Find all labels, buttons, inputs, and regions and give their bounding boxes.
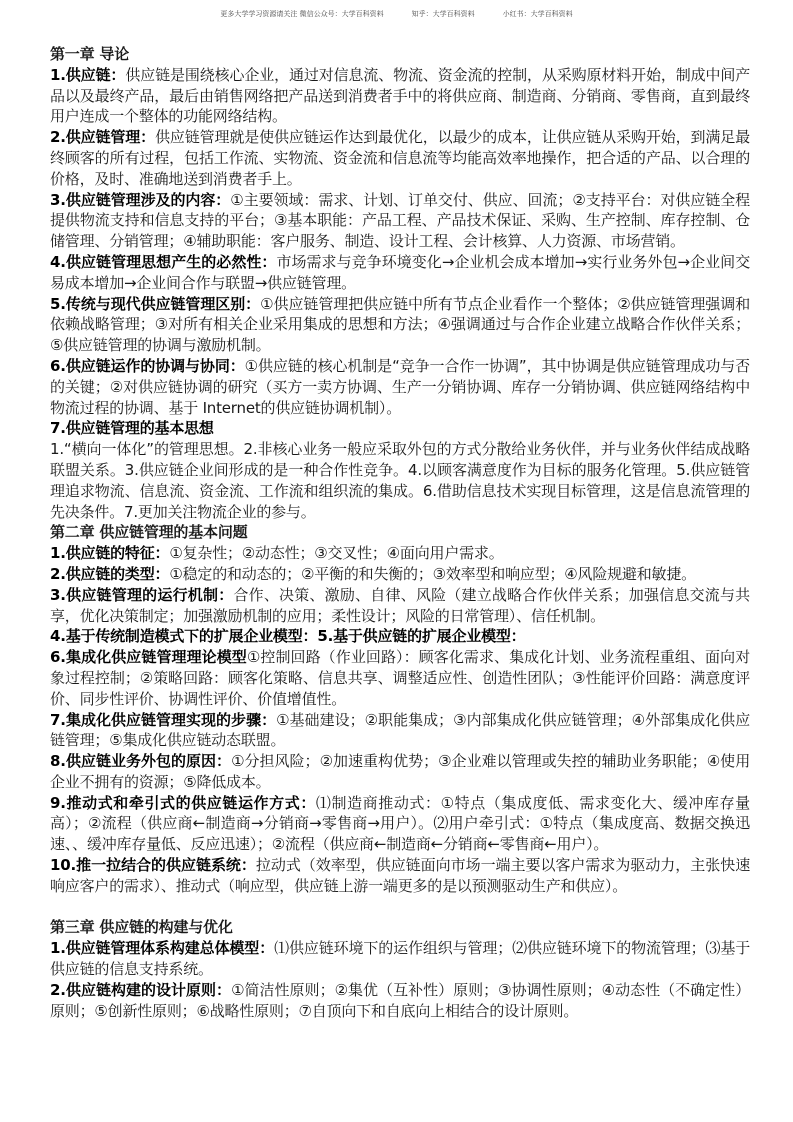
item-heading: 3.供应链管理的运行机制：: [50, 585, 234, 604]
item-text: ⑴制造商推动式：①特点（集成度低、需求变化大、缓冲库存量高）；②流程（供应商←制造商→分销商→零售商→用户）。⑵用户牵引式：①特点（集成度高、数据交换迅速、、缓冲库存量低、反应迅速）；②流程（供应商←制造商←分销商←零售商←用户）。: [50, 793, 750, 854]
blank-line: [50, 897, 750, 918]
document-body: [50, 44, 750, 1021]
item-text: ①复杂性；②动态性；③交叉性；④面向用户需求。: [169, 544, 504, 563]
item-text: ①简洁性原则；②集优（互补性）原则；③协调性原则；④动态性（不确定性）原则；⑤创新性原则；⑥战略性原则；⑦自顶向下和自底向上相结合的设计原则。: [50, 980, 750, 1020]
item-text: ①分担风险；②加速重构优势；③企业难以管理或失控的辅助业务职能；④使用企业不拥有的资源；⑤降低成本。: [50, 752, 750, 791]
item-integrated-model: [50, 647, 750, 709]
item-text: 供应链管理就是使供应链运作达到最优化，以最少的成本，让供应链从采购开始，到满足最终顾客的所有过程，包括工作流、实物流、资金流和信息流等均能高效率地操作，把合适的产品、以合理的价格，及时、准确地送到消费者手上。: [50, 128, 750, 188]
item-heading: 2.供应链管理：: [50, 128, 156, 147]
item-scm-content: [50, 190, 750, 252]
item-text: 拉动式（效率型，供应链面向市场一端主要以客户需求为驱动力，主张快速响应客户的需求）、推动式（响应型，供应链上游一端更多的是以预测驱动生产和供应）。: [50, 856, 750, 895]
item-text: ①基础建设；②职能集成；③内部集成化供应链管理；④外部集成化供应链管理；⑤集成化供应链动态联盟。: [50, 710, 750, 750]
item-heading: 2.供应链构建的设计原则：: [50, 980, 232, 999]
item-heading: 8.供应链业务外包的原因：: [50, 752, 232, 771]
item-overall-model: [50, 938, 750, 980]
item-heading: 6.供应链运作的协调与协同：: [50, 356, 245, 375]
chapter-2-title: 第二章 供应链管理的基本问题: [50, 523, 248, 542]
item-heading: 7.供应链管理的基本思想: [50, 419, 214, 438]
header-zhihu: 知乎：大学百科资料: [411, 10, 475, 18]
item-push-pull-combined: [50, 855, 750, 897]
item-features: [50, 543, 750, 564]
item-basic-ideas-text: [50, 439, 750, 522]
item-heading: 5.传统与现代供应链管理区别：: [50, 294, 261, 313]
item-text: ⑴供应链环境下的运作组织与管理；⑵供应链环境下的物流管理；⑶基于供应链的信息支持系统。: [50, 939, 751, 979]
item-design-principles: [50, 980, 750, 1022]
header-xiaohongshu: 小红书：大学百科资料: [502, 10, 573, 18]
item-text: 1.“横向一体化”的管理思想。2.非核心业务一般应采取外包的方式分散给业务伙伴，并与业务伙伴结成战略联盟关系。3.供应链企业间形成的是一种合作性竞争。4.以顾客满意度作为目标的服务化管理。5.供应链管理追求物流、信息流、资金流、工作流和组织流的集成。6.借助信息技术实现目标管理，这是信息流管理的先决条件。7.更加关注物流企业的参与。: [50, 440, 750, 521]
item-scm-necessity: [50, 252, 750, 294]
chapter-1-title: 第一章 导论: [50, 45, 130, 63]
item-heading: 10.推一拉结合的供应链系统：: [50, 856, 256, 875]
item-implementation-steps: [50, 710, 750, 752]
item-heading: 4.基于传统制造模式下的扩展企业模型：5.基于供应链的扩展企业模型：: [50, 627, 526, 646]
item-heading: 7.集成化供应链管理实现的步骤：: [50, 710, 277, 729]
item-text: ①控制回路（作业回路）：顾客化需求、集成化计划、业务流程重组、面向对象过程控制；②策略回路：顾客化策略、信息共享、调整适应性、创造性团队；③性能评价回路：满意度评价、同步性评价、协调性评价、价值增值性。: [50, 648, 750, 708]
item-supply-chain-definition: [50, 65, 750, 127]
chapter-3-title: 第三章 供应链的构建与优化: [50, 918, 233, 937]
item-extended-enterprise-models: [50, 626, 750, 647]
item-text: ①稳定的和动态的；②平衡的和失衡的；③效率型和响应型；④风险规避和敏捷。: [169, 564, 696, 583]
item-mechanisms: [50, 585, 750, 627]
item-basic-ideas-heading: [50, 418, 750, 439]
item-heading: 4.供应链管理思想产生的必然性：: [50, 252, 277, 271]
item-heading: 6.集成化供应链管理理论模型: [50, 648, 247, 667]
item-text: ①供应链的核心机制是“竞争一合作一协调”，其中协调是供应链管理成功与否的关键；②对供应链协调的研究（买方一卖方协调、生产一分销协调、库存一分销协调、供应链网络结构中物流过程的协调、基于 Internet的供应链协调机制）。: [50, 356, 750, 417]
item-coordination: [50, 356, 750, 418]
item-types: [50, 564, 750, 585]
item-heading: 3.供应链管理涉及的内容：: [50, 190, 231, 209]
item-text: ①供应链管理把供应链中所有节点企业看作一个整体；②供应链管理强调和依赖战略管理；③对所有相关企业采用集成的思想和方法；④强调通过与合作企业建立战略合作伙伴关系；⑤供应链管理的协调与激励机制。: [50, 294, 750, 355]
item-scm-definition: [50, 127, 750, 189]
page-header: [0, 9, 793, 19]
item-heading: 2.供应链的类型：: [50, 564, 170, 583]
item-heading: 1.供应链：: [50, 65, 126, 84]
item-text: 合作、决策、激励、自律、风险（建立战略合作伙伴关系；加强信息交流与共享，优化决策制定；加强激励机制的应用；柔性设计；风险的日常管理）、信任机制。: [50, 585, 750, 625]
item-heading: 9.推动式和牵引式的供应链运作方式：: [50, 793, 316, 812]
header-wechat-notice: 更多大学学习资源请关注 微信公众号：大学百科资料: [220, 10, 384, 18]
item-traditional-vs-modern: [50, 294, 750, 356]
item-heading: 1.供应链的特征：: [50, 544, 170, 563]
item-heading: 1.供应链管理体系构建总体模型：: [50, 939, 275, 958]
item-text: 供应链是围绕核心企业，通过对信息流、物流、资金流的控制，从采购原材料开始，制成中间产品以及最终产品，最后由销售网络把产品送到消费者手中的将供应商、制造商、分销商、零售商，直到最终用户连成一个整体的功能网络结构。: [50, 65, 750, 126]
item-outsourcing-reasons: [50, 751, 750, 793]
item-push-pull-modes: [50, 793, 750, 855]
item-text: ①主要领域：需求、计划、订单交付、供应、回流；②支持平台：对供应链全程提供物流支持和信息支持的平台；③基本职能：产品工程、产品技术保证、采购、生产控制、库存控制、仓储管理、分销管理；④辅助职能：客户服务、制造、设计工程、会计核算、人力资源、市场营销。: [50, 190, 750, 251]
item-text: 市场需求与竞争环境变化→企业机会成本增加→实行业务外包→企业间交易成本增加→企业间合作与联盟→供应链管理。: [50, 252, 751, 292]
